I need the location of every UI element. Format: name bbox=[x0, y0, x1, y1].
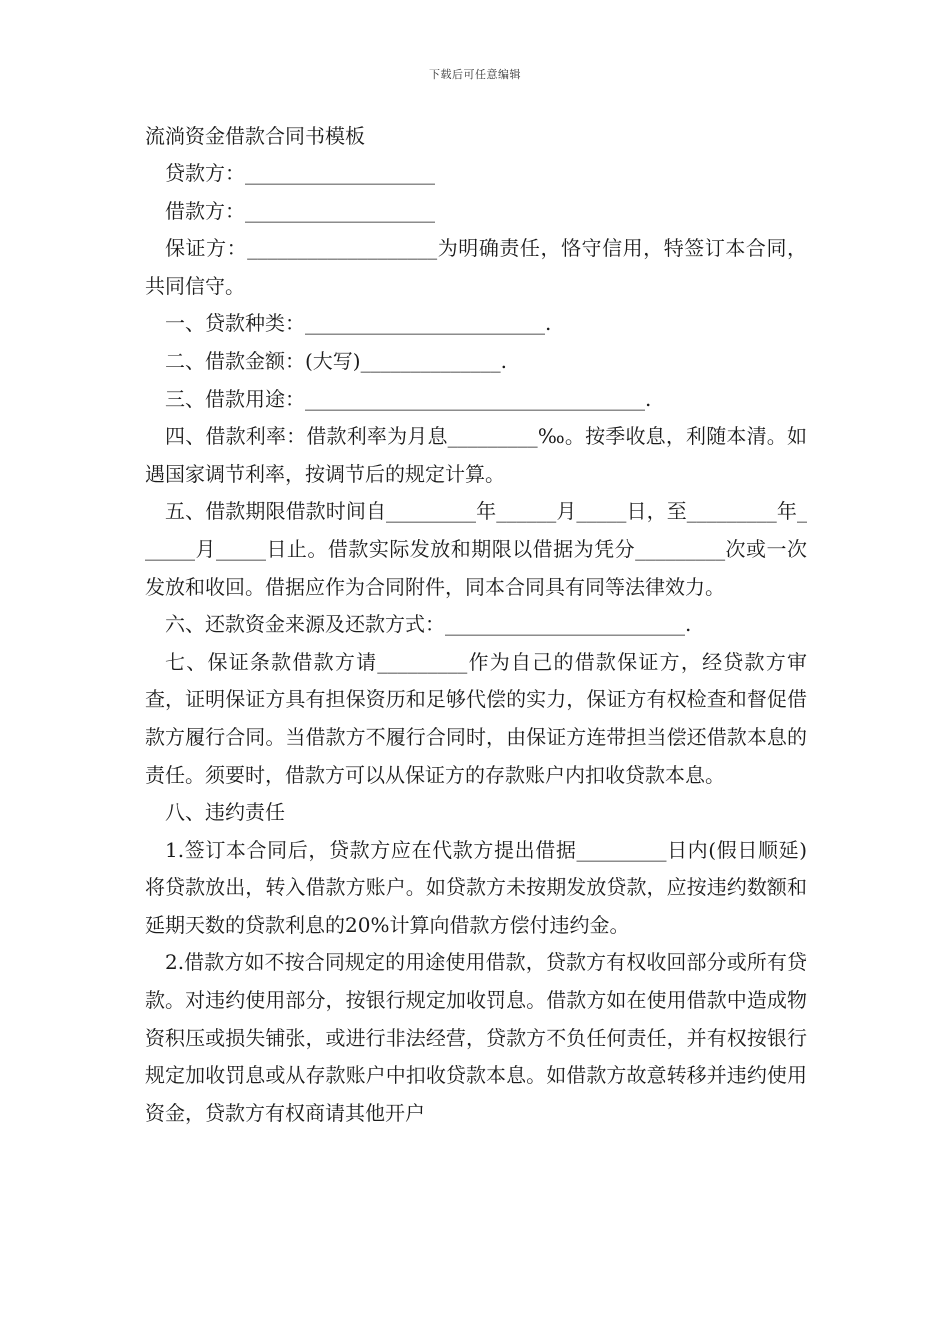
document-body bbox=[145, 118, 807, 1132]
clause-borrower: 借款方：___________________ bbox=[165, 198, 435, 223]
clause-loan-purpose: 三、借款用途：__________________________________. bbox=[165, 386, 652, 411]
clause-guarantee: 七、保证条款借款方请_________作为自己的借款保证方，经贷款方审查，证明保证方具有担保资历和足够代偿的实力，保证方有权检查和督促借款方履行合同。当借款方不履行合同时，由保证方连带担当偿还借款本息的责任。须要时，借款方可以从保证方的存款账户内扣收贷款本息。 bbox=[145, 649, 807, 787]
clause-breach-1: 1.签订本合同后，贷款方应在代款方提出借据_________日内(假日顺延)将贷款放出，转入借款方账户。如贷款方未按期发放贷款，应按违约数额和延期天数的贷款利息的20%计算向借款方偿付违约金。 bbox=[145, 837, 807, 937]
clause-repayment: 六、还款资金来源及还款方式：________________________. bbox=[165, 612, 692, 637]
clause-loan-type: 一、贷款种类：________________________. bbox=[165, 311, 552, 336]
section-breach-heading: 八、违约责任 bbox=[165, 800, 285, 825]
clause-interest-rate: 四、借款利率：借款利率为月息_________‰。按季收息，利随本清。如遇国家调节利率，按调节后的规定计算。 bbox=[145, 424, 807, 486]
clause-loan-term: 五、借款期限借款时间自_________年______月_____日，至_________年______月_____日止。借款实际发放和期限以借据为凭分_________次或一次发放和收回。借据应作为合同附件，同本合同具有同等法律效力。 bbox=[145, 499, 807, 599]
clause-breach-2: 2.借款方如不按合同规定的用途使用借款，贷款方有权收回部分或所有贷款。对违约使用部分，按银行规定加收罚息。借款方如在使用借款中造成物资积压或损失铺张，或进行非法经营，贷款方不负任何责任，并有权按银行规定加收罚息或从存款账户中扣收贷款本息。如借款方故意转移并违约使用资金，贷款方有权商请其他开户 bbox=[145, 950, 807, 1125]
document-title: 流淌资金借款合同书模板 bbox=[145, 124, 365, 148]
page-header: 下载后可任意编辑 bbox=[429, 68, 521, 81]
clause-lender: 贷款方：___________________ bbox=[165, 161, 435, 185]
clause-guarantor: 保证方：___________________为明确责任，恪守信用，特签订本合同，共同信守。 bbox=[145, 236, 807, 298]
clause-loan-amount: 二、借款金额：(大写)______________. bbox=[165, 348, 507, 373]
